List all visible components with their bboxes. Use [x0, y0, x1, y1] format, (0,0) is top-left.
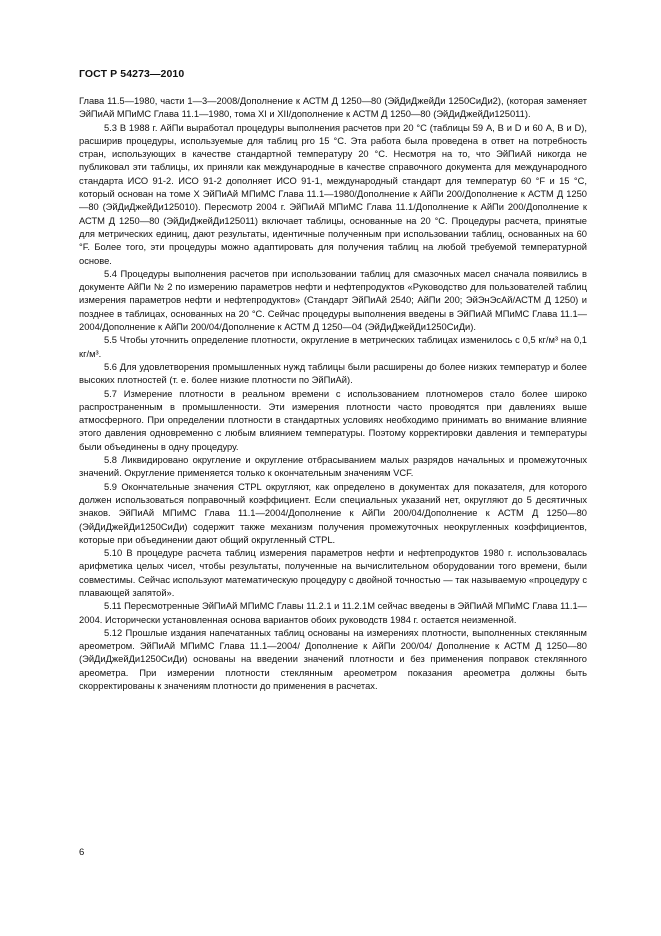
document-body: [79, 95, 587, 693]
paragraph-5-4: 5.4 Процедуры выполнения расчетов при использовании таблиц для смазочных масел сначала появились в документе АйПи № 2 по измерению параметров нефти и нефтепродуктов «Руководство для пользователей таблиц измерения параметров нефти и нефтепродуктов» (Стандарт ЭйПиАй 2540; АйПи 200; ЭйЭнЭсАй/АСТМ Д 1250) и позднее в таблицах, основанных на 20 °С. Сейчас процедуры выполнения введены в ЭйПиАй МПиМС Глава 11.1—2004/Дополнение к АйПи 200/04/Дополнение к АСТМ Д 1250—04 (ЭйДиДжейДи1250СиДи).: [79, 268, 587, 333]
document-header: ГОСТ Р 54273—2010: [79, 68, 185, 80]
paragraph-5-9: 5.9 Окончательные значения СТРL округляют, как определено в документах для показателя, для которого должен использоваться поправочный коэффициент. Если специальных указаний нет, округляют до 5 десятичных знаков. ЭйПиАй МПиМС Глава 11.1—2004/Дополнение к АйПи 200/04/Дополнение к АСТМ Д 1250—80 (ЭйДиДжейДи1250СиДи) содержит также механизм получения промежуточных неокругленных коэффициентов, которые при объединении дают общий округленный СТРL.: [79, 481, 587, 545]
paragraph-5-3: 5.3 В 1988 г. АйПи выработал процедуры выполнения расчетов при 20 °С (таблицы 59 А, В и D и 60 А, В и D), расширив процедуры, используемые для таблиц pro 15 °С. Эта работа была проведена в ответ на потребность стран, использующих в качестве стандартной температуру 20 °С. Несмотря на то, что ЭйПиАй никогда не публиковал эти таблицы, их приняли как международные в качестве справочного документа для международного стандарта ИСО 91-2. ИСО 91-2 дополняет ИСО 91-1, международный стандарт для температур 60 °F и 15 °С, который основан на томе X ЭйПиАй МПиМС Глава 11.1—1980/Дополнение к АйПи 200/Дополнение к АСТМ Д 1250—80 (ЭйДиДжейДи125010). Пересмотр 2004 г. ЭйПиАй МПиМС Глава 11.1/Дополнение к АйПи 200/Дополнение к АСТМ Д 1250—80 (ЭйДиДжейДи125011) включает таблицы, основанные на 20 °С. Процедуры расчета, принятые для метрических единиц, дают результаты, идентичные полученным при использовании таблиц, основанных на 60 °F. Более того, эти процедуры можно адаптировать для получения таблиц на любой требуемой температурной основе.: [79, 122, 587, 266]
paragraph-5-6: 5.6 Для удовлетворения промышленных нужд таблицы были расширены до более низких температур и более высоких плотностей (т. е. более низкие плотности по ЭйПиАй).: [79, 361, 587, 386]
paragraph-5-7: 5.7 Измерение плотности в реальном времени с использованием плотномеров стало более широко распространенным в промышленности. Эти измерения плотности часто проводятся при давлениях выше атмосферного. При определении плотности в стандартных условиях необходимо принимать во внимание влияние этого давления одновременно с любым влиянием температуры. Поэтому корректировки давления и температуры были объединены в одну процедуру.: [79, 388, 587, 452]
page-number: 6: [79, 847, 85, 858]
paragraph-5-5: 5.5 Чтобы уточнить определение плотности, округление в метрических таблицах изменилось с 0,5 кг/м³ на 0,1 кг/м³.: [79, 335, 587, 359]
paragraph-5-8: 5.8 Ликвидировано округление и округление отбрасыванием малых разрядов начальных и промежуточных значений. Округление применяется только к окончательным значениям VCF.: [79, 455, 587, 479]
paragraph-5-11: 5.11 Пересмотренные ЭйПиАй МПиМС Главы 11.2.1 и 11.2.1М сейчас введены в ЭйПиАй МПиМС Глава 11.1—2004. Исторически установленная основа вариантов обоих руководств 1984 г. остается неизменной.: [79, 601, 587, 625]
paragraph-5-10: 5.10 В процедуре расчета таблиц измерения параметров нефти и нефтепродуктов 1980 г. использовалась арифметика целых чисел, чтобы результаты, полученные на вычислительном оборудовании того времени, были совместимы. Сейчас используют математическую процедуру с двойной точностью — так называемую «процедуру с плавающей запятой».: [79, 548, 587, 598]
paragraph-continuation: Глава 11.5—1980, части 1—3—2008/Дополнение к АСТМ Д 1250—80 (ЭйДиДжейДи 1250СиДи2), (которая заменяет ЭйПиАй МПиМС Глава 11.1—1980, тома XI и XII/дополнение к АСТМ Д 1250—80 (ЭйДиДжейДи125011).: [79, 96, 587, 120]
paragraph-5-12: 5.12 Прошлые издания напечатанных таблиц основаны на измерениях плотности, выполненных стеклянным ареометром. ЭйПиАй МПиМС Глава 11.1—2004/ Дополнение к АйПи 200/04/ Дополнение к АСТМ Д 1250—80 (ЭйДиДжейДи1250СиДи) основаны на введении значений плотности и без применения поправок стеклянного ареометра. При измерении плотности стеклянным ареометром показания ареометра должны быть скорректированы к значениям плотности до применения в расчетах.: [79, 627, 587, 692]
